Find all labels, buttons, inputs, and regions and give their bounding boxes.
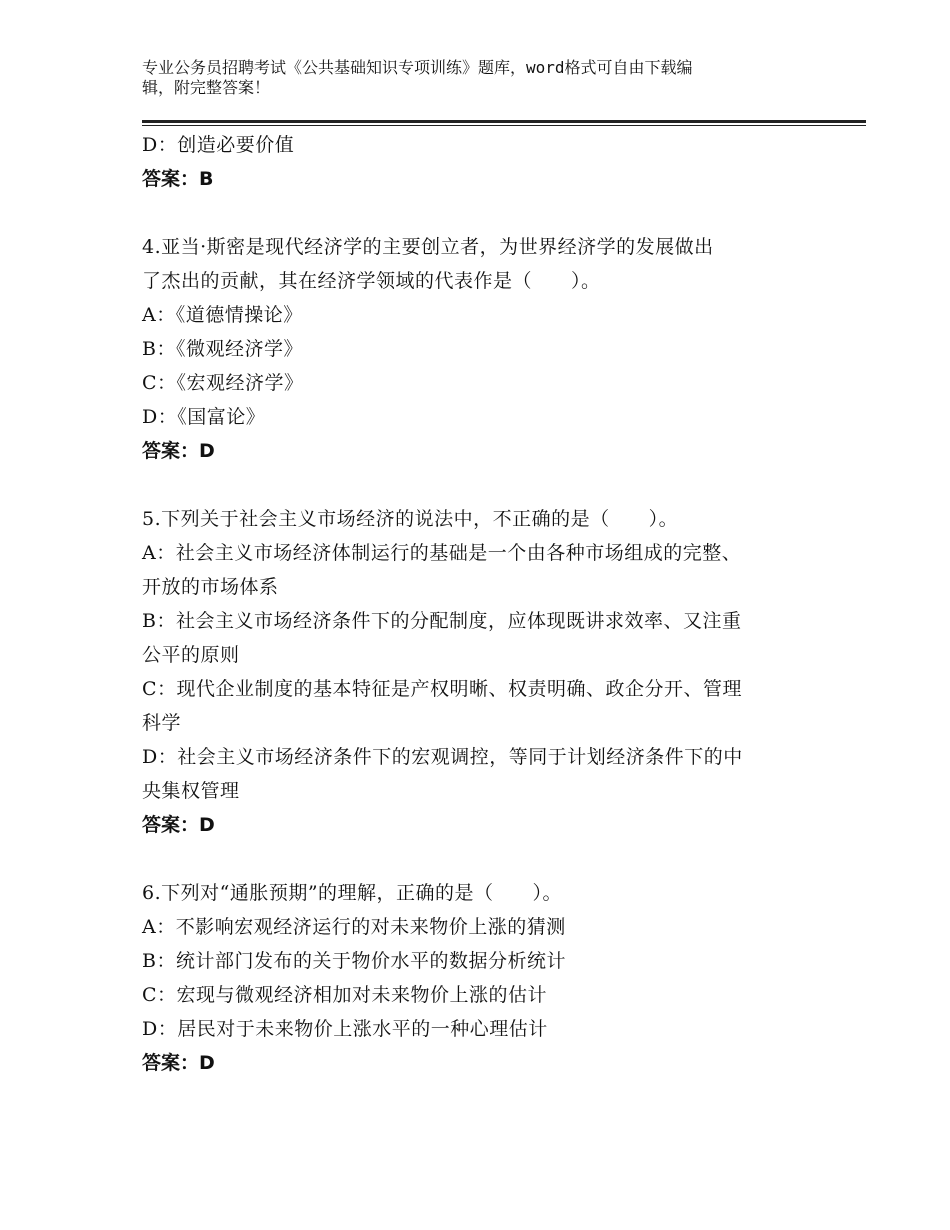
option-c: C：《宏观经济学》 (142, 372, 304, 394)
spacer (142, 468, 822, 502)
answer: 答案：D (142, 814, 215, 836)
answer: 答案：D (142, 440, 215, 462)
question-stem-cont: 了杰出的贡献，其在经济学领域的代表作是（ ）。 (142, 270, 601, 292)
option-d-cont: 央集权管理 (142, 780, 240, 802)
option-b-cont: 公平的原则 (142, 644, 240, 666)
option-b: B：社会主义市场经济条件下的分配制度，应体现既讲求效率、又注重 (142, 610, 742, 632)
question-stem: 6.下列对“通胀预期”的理解，正确的是（ ）。 (142, 882, 563, 904)
spacer (142, 842, 822, 876)
question-6 (142, 876, 822, 1080)
header-divider-thick (142, 120, 866, 123)
page-header (142, 58, 802, 98)
option-b: B：《微观经济学》 (142, 338, 303, 360)
option-d: D：创造必要价值 (142, 134, 295, 156)
header-divider-thin (142, 125, 866, 126)
spacer (142, 196, 822, 230)
option-a: A：《道德情操论》 (142, 304, 303, 326)
option-b: B：统计部门发布的关于物价水平的数据分析统计 (142, 950, 566, 972)
option-c: C：宏现与微观经济相加对未来物价上涨的估计 (142, 984, 548, 1006)
option-d: D：《国富论》 (142, 406, 266, 428)
answer: 答案：B (142, 168, 214, 190)
option-d: D：社会主义市场经济条件下的宏观调控，等同于计划经济条件下的中 (142, 746, 743, 768)
option-a-cont: 开放的市场体系 (142, 576, 279, 598)
question-stem: 5.下列关于社会主义市场经济的说法中，不正确的是（ ）。 (142, 508, 679, 530)
header-line-2: 辑，附完整答案！ (142, 78, 271, 97)
option-c-cont: 科学 (142, 712, 182, 734)
option-c: C：现代企业制度的基本特征是产权明晰、权责明确、政企分开、管理 (142, 678, 743, 700)
header-line-1: 专业公务员招聘考试《公共基础知识专项训练》题库，word格式可自由下载编 (142, 58, 693, 77)
answer: 答案：D (142, 1052, 215, 1074)
question-content (142, 128, 822, 1080)
question-3 (142, 128, 822, 196)
option-a: A：不影响宏观经济运行的对未来物价上涨的猜测 (142, 916, 566, 938)
question-5 (142, 502, 822, 842)
option-a: A：社会主义市场经济体制运行的基础是一个由各种市场组成的完整、 (142, 542, 742, 564)
question-4 (142, 230, 822, 468)
question-stem: 4.亚当·斯密是现代经济学的主要创立者，为世界经济学的发展做出 (142, 236, 714, 258)
option-d: D：居民对于未来物价上涨水平的一种心理估计 (142, 1018, 548, 1040)
